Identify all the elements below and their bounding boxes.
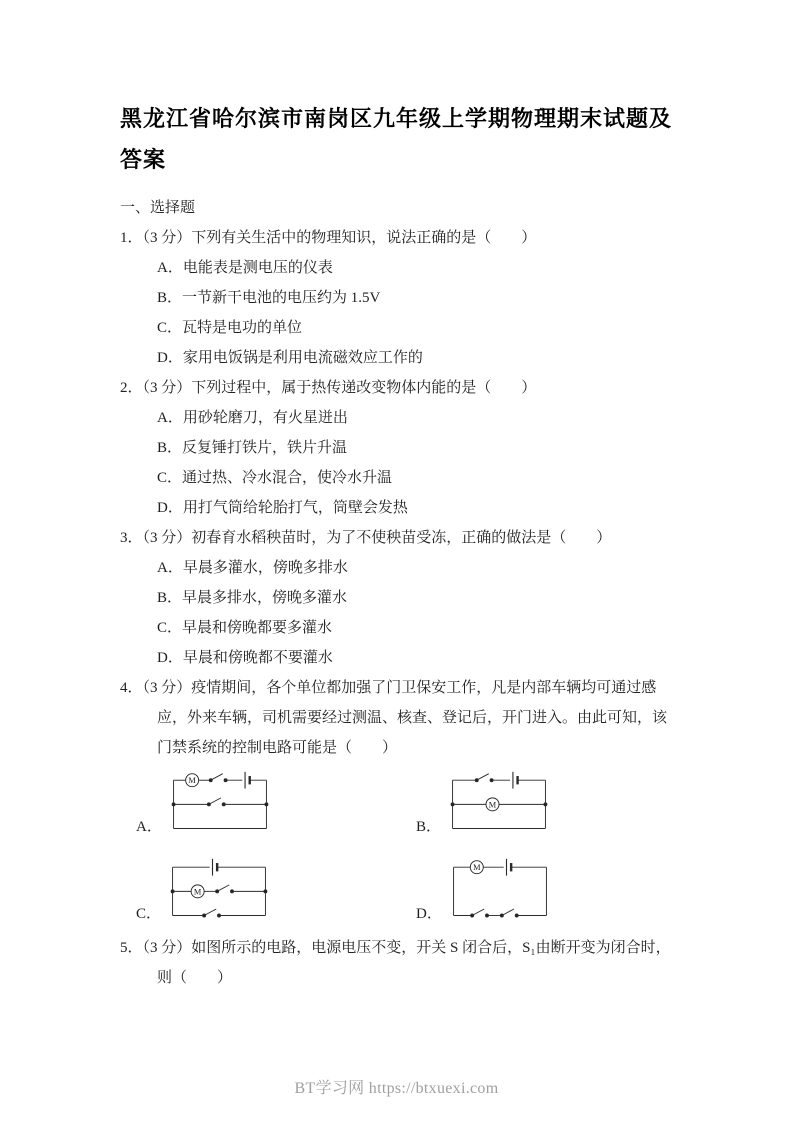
motor-icon <box>191 885 204 898</box>
option-c: C．早晨和傍晚都要多灌水 <box>157 620 333 636</box>
motor-icon <box>486 798 499 811</box>
switch-icon <box>209 774 227 782</box>
circuit-diagram-b <box>447 769 551 836</box>
motor-label: M <box>472 863 481 873</box>
circuit-diagram-grid <box>120 769 679 923</box>
diagram-label-b: B． <box>416 819 442 835</box>
circuit-diagram-d <box>448 856 552 923</box>
question-stem: 4．（3 分）疫情期间，各个单位都加强了门卫保安工作，凡是内部车辆均可通过感应，外来车辆，司机需要经过测温、核查、登记后，开门进入。由此可知，该门禁系统的控制电路可能是（ ） <box>120 680 668 756</box>
question-stem: 3．（3 分）初春育水稻秧苗时，为了不使秧苗受冻，正确的做法是（ ） <box>120 530 612 546</box>
switch-icon <box>203 909 221 917</box>
option-b: B．一节新干电池的电压约为 1.5V <box>157 290 381 306</box>
footer-watermark <box>0 1075 793 1098</box>
switch-icon <box>471 909 489 917</box>
option-c: C．通过热、冷水混合，使冷水升温 <box>157 470 393 486</box>
question-1 <box>120 223 679 373</box>
question-stem: 1．（3 分）下列有关生活中的物理知识，说法正确的是（ ） <box>120 230 537 246</box>
option-d: D．早晨和傍晚都不要灌水 <box>157 650 333 666</box>
motor-icon <box>185 774 198 787</box>
diagram-option-b <box>416 769 679 836</box>
battery-icon <box>506 859 511 876</box>
question-5 <box>120 933 679 993</box>
option-a: A．用砂轮磨刀，有火星迸出 <box>157 410 348 426</box>
diagram-label-a: A． <box>136 819 162 835</box>
option-d: D．用打气筒给轮胎打气，筒壁会发热 <box>157 500 408 516</box>
option-a: A．早晨多灌水，傍晚多排水 <box>157 560 348 576</box>
footer-site-link[interactable]: BT学习网 https://btxuexi.com <box>294 1080 499 1097</box>
option-c: C．瓦特是电功的单位 <box>157 320 303 336</box>
question-stem: 5．（3 分）如图所示的电路，电源电压不变，开关 S 闭合后，S₁由断开变为闭合时，则（ ） <box>120 940 671 986</box>
motor-icon <box>470 861 483 874</box>
question-3 <box>120 523 679 673</box>
diagram-option-a <box>136 769 416 836</box>
switch-icon <box>207 798 225 806</box>
motor-label: M <box>488 800 497 810</box>
option-b: B．早晨多排水，傍晚多灌水 <box>157 590 348 606</box>
option-b: B．反复锤打铁片，铁片升温 <box>157 440 348 456</box>
diagram-label-c: C． <box>136 906 162 922</box>
battery-icon <box>513 772 518 789</box>
diagram-option-d <box>416 856 679 923</box>
question-stem: 2．（3 分）下列过程中，属于热传递改变物体内能的是（ ） <box>120 380 537 396</box>
battery-icon <box>213 859 218 876</box>
page-title: 黑龙江省哈尔滨市南岗区九年级上学期物理期末试题及答案 <box>120 106 673 172</box>
switch-icon <box>475 774 493 782</box>
section-heading: 一、选择题 <box>120 200 196 216</box>
battery-icon <box>245 772 250 789</box>
question-2 <box>120 373 679 523</box>
motor-label: M <box>193 887 202 897</box>
switch-icon <box>216 885 234 893</box>
question-4 <box>120 673 679 923</box>
motor-label: M <box>188 776 196 786</box>
diagram-label-d: D． <box>416 906 442 922</box>
diagram-option-c <box>136 856 416 923</box>
circuit-diagram-c <box>167 856 271 923</box>
circuit-diagram-a <box>168 769 272 836</box>
switch-icon <box>500 909 518 917</box>
option-a: A．电能表是测电压的仪表 <box>157 260 333 276</box>
option-d: D．家用电饭锅是利用电流磁效应工作的 <box>157 350 423 366</box>
